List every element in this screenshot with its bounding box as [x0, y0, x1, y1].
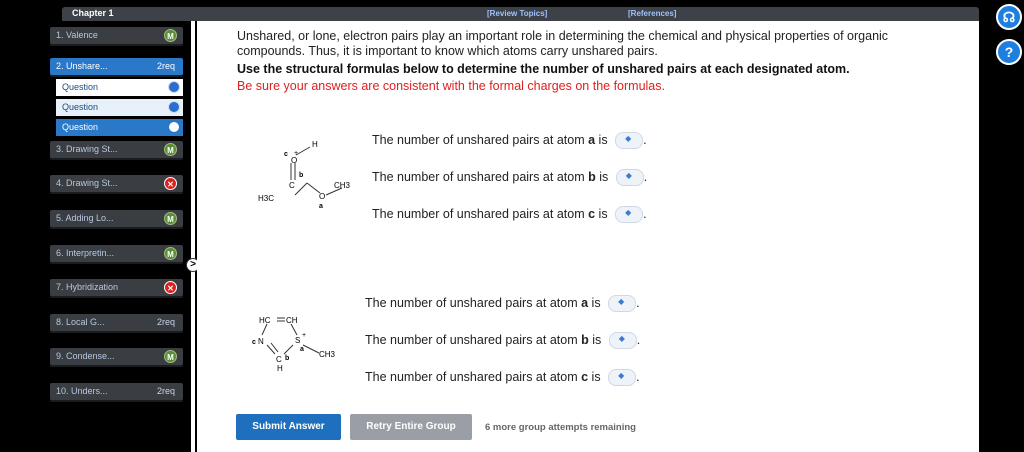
answer-select-1c[interactable] — [615, 206, 643, 223]
mastered-icon: M — [164, 350, 177, 363]
answer-select-2c[interactable] — [608, 369, 636, 386]
sidebar-item-label: 7. Hybridization — [56, 282, 119, 292]
mol2-atom-n: N — [258, 337, 264, 346]
warning-text: Be sure your answers are consistent with the formal charges on the formulas. — [237, 79, 665, 93]
mol2-plus: + — [302, 332, 307, 339]
sidebar-item-unshared[interactable] — [50, 58, 183, 75]
sidebar-item-condensed[interactable] — [50, 348, 183, 365]
sidebar-item-hybridization[interactable] — [50, 279, 183, 296]
sidebar-item-label: 9. Condense... — [56, 351, 115, 361]
select-arrow-icon: ◆ — [618, 371, 625, 380]
sidebar-item-local-geometry[interactable] — [50, 314, 183, 331]
mol1-ch3: CH3 — [334, 181, 351, 190]
select-arrow-icon: ◆ — [618, 297, 625, 306]
mastered-icon: M — [164, 143, 177, 156]
question-panel — [197, 21, 979, 452]
mol1-label-c: c — [284, 151, 288, 158]
sidebar-item-drawing-1[interactable] — [50, 141, 183, 158]
molecule-2-structure — [247, 307, 357, 387]
mol2-label-c: c — [252, 339, 256, 346]
select-arrow-icon: ◆ — [618, 334, 625, 343]
mastered-icon: M — [164, 212, 177, 225]
select-arrow-icon: ◆ — [625, 171, 632, 180]
select-arrow-icon: ◆ — [625, 134, 632, 143]
review-topics-link[interactable]: [Review Topics] — [487, 9, 548, 18]
sub-question-3[interactable] — [56, 119, 183, 136]
mastered-icon: M — [164, 29, 177, 42]
mol2-label-a: a — [300, 346, 304, 353]
answer-select-2b[interactable] — [609, 332, 637, 349]
progress-indicator-icon — [168, 101, 180, 113]
sidebar-item-valence[interactable] — [50, 27, 183, 44]
sidebar-item-label: 4. Drawing St... — [56, 178, 118, 188]
answer-select-1a[interactable] — [615, 132, 643, 149]
mol2-label-b: b — [285, 355, 290, 362]
mol1-atom-o-mid: O — [319, 192, 326, 201]
sub-question-label: Question — [62, 102, 99, 112]
top-bar — [62, 7, 979, 21]
sidebar-item-label: 6. Interpretin... — [56, 248, 115, 258]
sidebar-item-interpreting[interactable] — [50, 245, 183, 262]
answer-select-2a[interactable] — [608, 295, 636, 312]
mol1-label-a: a — [319, 203, 323, 210]
select-arrow-icon: ◆ — [625, 208, 632, 217]
answer-select-1b[interactable] — [616, 169, 644, 186]
sub-question-label: Question — [62, 122, 99, 132]
references-link[interactable]: [References] — [628, 9, 677, 18]
mol2-atom-s: S — [295, 336, 301, 345]
mol1-atom-h: H — [312, 140, 318, 149]
intro-text: Unshared, or lone, electron pairs play an important role in determining the chemical and physical properties of organic compounds. Thus, it is important to know which atoms carry unshared pairs. — [237, 29, 889, 58]
expand-sidebar-icon[interactable]: > — [186, 258, 200, 272]
mol1-label-b: b — [299, 172, 304, 179]
mol2-atom-c: C — [276, 355, 282, 364]
mol2-hc: HC — [259, 316, 271, 325]
sub-question-2[interactable] — [56, 99, 183, 116]
mol2-ch: CH — [286, 316, 298, 325]
panel-divider — [191, 21, 195, 452]
sub-question-label: Question — [62, 82, 99, 92]
mol1-atom-c: C — [289, 181, 295, 190]
sidebar-item-understanding[interactable] — [50, 383, 183, 400]
sidebar-item-label: 3. Drawing St... — [56, 144, 118, 154]
mol1-plus: + — [294, 150, 299, 157]
question-2a: The number of unshared pairs at atom a is ◆ . — [365, 295, 640, 312]
mol1-h3c: H3C — [258, 194, 275, 203]
headset-icon[interactable]: ☊ — [996, 4, 1022, 30]
mol2-atom-h: H — [277, 364, 283, 373]
molecule-1-structure — [252, 133, 362, 233]
requirement-badge: 2req — [156, 386, 175, 396]
attempts-remaining: 6 more group attempts remaining — [485, 422, 636, 433]
question-2b: The number of unshared pairs at atom b is ◆ . — [365, 332, 640, 349]
question-2c: The number of unshared pairs at atom c is ◆ . — [365, 369, 640, 386]
requirement-badge: 2req — [156, 61, 175, 71]
sub-question-1[interactable] — [56, 79, 183, 96]
sidebar-item-drawing-2[interactable] — [50, 175, 183, 192]
requirement-badge: 2req — [156, 317, 175, 327]
incorrect-icon: ✕ — [164, 177, 177, 190]
sidebar-item-label: 5. Adding Lo... — [56, 213, 114, 223]
sidebar-item-label: 1. Valence — [56, 30, 98, 40]
submit-answer-button[interactable]: Submit Answer — [236, 414, 341, 440]
chapter-title: Chapter 1 — [72, 8, 114, 18]
sidebar-item-adding[interactable] — [50, 210, 183, 227]
question-1c: The number of unshared pairs at atom c is ◆ . — [372, 206, 647, 223]
mastered-icon: M — [164, 247, 177, 260]
retry-group-button[interactable]: Retry Entire Group — [350, 414, 472, 440]
sidebar-item-label: 10. Unders... — [56, 386, 108, 396]
sidebar-item-label: 2. Unshare... — [56, 61, 108, 71]
mol1-atom-o-top: O — [291, 156, 298, 165]
question-1a: The number of unshared pairs at atom a is ◆ . — [372, 132, 647, 149]
help-icon[interactable]: ? — [996, 39, 1022, 65]
mol2-ch3: CH3 — [319, 350, 336, 359]
progress-indicator-icon — [168, 121, 180, 133]
instruction-text: Use the structural formulas below to determine the number of unshared pairs at each designated atom. — [237, 62, 850, 76]
sidebar-item-label: 8. Local G... — [56, 317, 105, 327]
incorrect-icon: ✕ — [164, 281, 177, 294]
question-1b: The number of unshared pairs at atom b is ◆ . — [372, 169, 647, 186]
progress-indicator-icon — [168, 81, 180, 93]
